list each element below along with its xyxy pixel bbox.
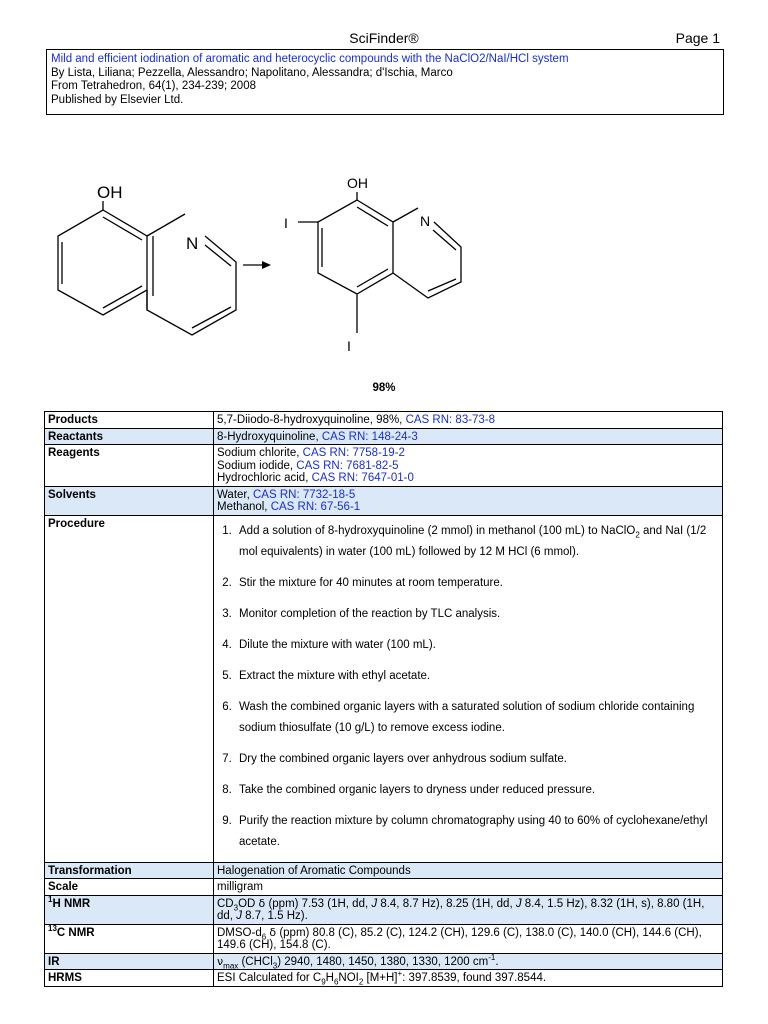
reagents-label: Reagents (45, 445, 214, 487)
product-iodine-5-label: I (347, 338, 351, 354)
products-label: Products (45, 412, 214, 429)
article-title-link[interactable]: Mild and efficient iodination of aromatic and heterocyclic compounds with the NaClO2/NaI/HCl system (51, 53, 569, 65)
solvents-label: Solvents (45, 486, 214, 515)
row-solvents (45, 486, 723, 515)
article-publisher: Published by Elsevier Ltd. (51, 93, 184, 106)
product-structure (298, 192, 461, 333)
c-nmr-value: DMSO-$d_6$ δ (ppm) 80.8 (C), 85.2 (C), 124.2 (CH), 129.6 (C), 138.0 (C), 140.0 (CH), 144.6 (CH), 149.6 (CH), 154.8 (C). (214, 924, 723, 953)
h-nmr-label: $^1$H NMR (45, 895, 214, 924)
reactants-cas-link[interactable]: CAS RN: 148-24-3 (321, 430, 418, 443)
procedure-step: 9. Purify the reaction mixture by column chromatography using 40 to 60% of cyclohexane/ethyl acetate. (235, 811, 719, 853)
product-iodine-7-label: I (284, 215, 288, 231)
row-products (45, 412, 723, 429)
h-nmr-value: $CD_3OD$ δ (ppm) 7.53 (1H, dd, J 8.4, 8.7 Hz), 8.25 (1H, dd, J 8.4, 1.5 Hz), 8.32 (1H, s), 8.80 (1H, dd, J 8.7, 1.5 Hz). (214, 895, 723, 924)
article-source: From Tetrahedron, 64(1), 234-239; 2008 (51, 80, 256, 92)
reagent-cas-link[interactable]: CAS RN: 7681-82-5 (296, 459, 399, 472)
reactants-value: 8-Hydroxyquinoline, CAS RN: 148-24-3 (214, 428, 723, 445)
solvent-cas-link[interactable]: CAS RN: 67-56-1 (270, 501, 361, 513)
ir-value: $\nu_{max}$ (CHCl$_3$) 2940, 1480, 1450, 1380, 1330, 1200 $cm^{-1}$. (214, 953, 723, 970)
procedure-label: Procedure (45, 515, 214, 862)
reagent-cas-link[interactable]: CAS RN: 7647-01-0 (311, 472, 414, 484)
row-procedure (45, 515, 723, 862)
reaction-scheme (0, 160, 768, 400)
hrms-value: ESI Calculated for $C_9H_6NOI_2$ [M+H]+: 397.8539, found 397.8544. (214, 970, 723, 987)
solvent-cas-link[interactable]: CAS RN: 7732-18-5 (253, 488, 356, 501)
product-n-label: N (420, 213, 431, 229)
row-reagents (45, 445, 723, 487)
citation-box (46, 49, 724, 115)
procedure-step: 2. Stir the mixture for 40 minutes at room temperature. (235, 573, 719, 594)
page-number: Page 1 (675, 30, 720, 46)
row-ir (45, 953, 723, 970)
reaction-yield: 98% (372, 382, 396, 394)
hrms-label: HRMS (45, 970, 214, 987)
reagent-cas-link[interactable]: CAS RN: 7758-19-2 (302, 447, 405, 459)
procedure-step: 5. Extract the mixture with ethyl acetate. (235, 666, 719, 687)
reagents-value: Sodium chlorite, CAS RN: 7758-19-2 Sodium iodide, CAS RN: 7681-82-5 Hydrochloric acid, CAS RN: 7647-01-0 (214, 445, 723, 487)
procedure-value (214, 515, 723, 862)
row-c-nmr (45, 924, 723, 953)
reactant-n-label: N (186, 234, 199, 253)
article-authors: By Lista, Liliana; Pezzella, Alessandro; Napolitano, Alessandra; d'Ischia, Marco (51, 66, 453, 79)
procedure-step: 3. Monitor completion of the reaction by TLC analysis. (235, 604, 719, 625)
procedure-step: 8. Take the combined organic layers to dryness under reduced pressure. (235, 780, 719, 801)
procedure-step: 1. Add a solution of 8-hydroxyquinoline (2 mmol) in methanol (100 mL) to NaClO$_2$ and NaI (1/2 mol equivalents) in water (100 mL) followed by 12 M HCl (6 mmol). (235, 521, 719, 563)
transformation-value: Halogenation of Aromatic Compounds (214, 862, 723, 879)
procedure-step: 4. Dilute the mixture with water (100 mL). (235, 635, 719, 656)
reaction-arrow (243, 261, 271, 269)
scale-value: milligram (214, 879, 723, 896)
product-oh-label: OH (347, 175, 368, 191)
reactants-label: Reactants (45, 428, 214, 445)
ir-label: IR (45, 953, 214, 970)
row-reactants (45, 428, 723, 445)
scale-label: Scale (45, 879, 214, 896)
row-h-nmr (45, 895, 723, 924)
reaction-details-table (44, 411, 723, 987)
products-cas-link[interactable]: CAS RN: 83-73-8 (405, 414, 496, 426)
app-title: SciFinder® (349, 30, 419, 46)
products-value: 5,7-Diiodo-8-hydroxyquinoline, 98%, CAS RN: 83-73-8 (214, 412, 723, 429)
reactant-oh-label: OH (97, 183, 123, 202)
procedure-steps (217, 521, 719, 853)
procedure-step: 6. Wash the combined organic layers with a saturated solution of sodium chloride containing sodium thiosulfate (10 g/L) to remove excess iodine. (235, 697, 719, 739)
reactant-structure (58, 201, 236, 335)
row-scale (45, 879, 723, 896)
c-nmr-label: $^{13}$C NMR (45, 924, 214, 953)
row-hrms (45, 970, 723, 987)
solvents-value: Water, CAS RN: 7732-18-5 Methanol, CAS RN: 67-56-1 (214, 486, 723, 515)
procedure-step: 7. Dry the combined organic layers over anhydrous sodium sulfate. (235, 749, 719, 770)
transformation-label: Transformation (45, 862, 214, 879)
page-header (0, 30, 768, 48)
row-transformation (45, 862, 723, 879)
